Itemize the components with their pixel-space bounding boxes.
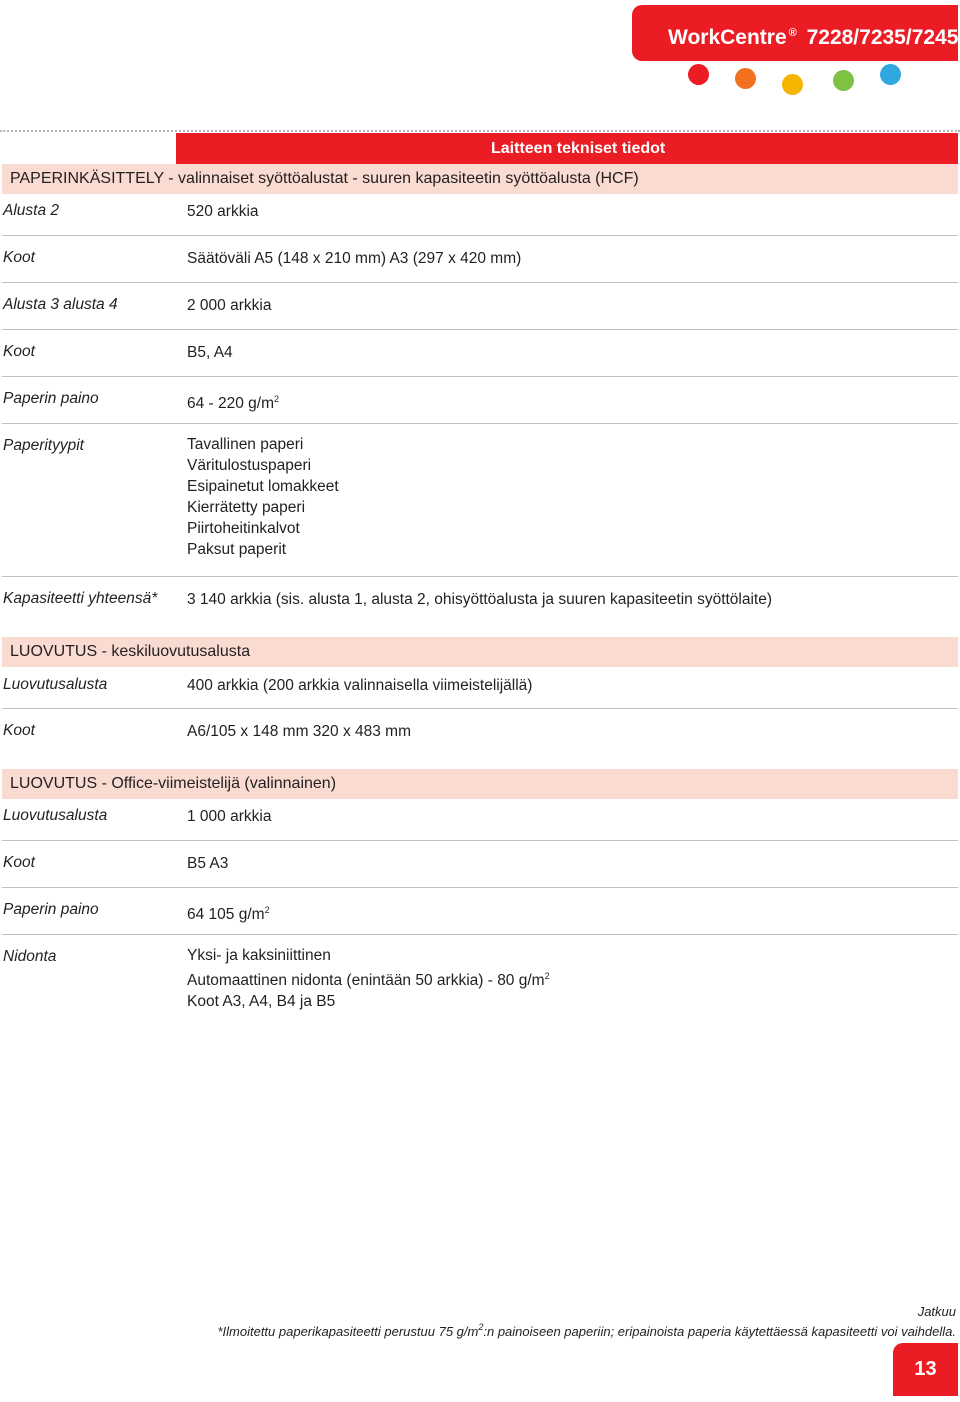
row-divider [2,376,958,377]
value-finisher-weight [187,900,270,925]
label-tray-3-4: Alusta 3 alusta 4 [3,296,118,313]
row-divider [2,235,958,236]
row-divider [2,840,958,841]
row-divider [2,934,958,935]
value-total-capacity: 3 140 arkkia (sis. alusta 1, alusta 2, ohisyöttöalusta ja suuren kapasiteetin syöttölaite) [187,591,773,608]
value-output-sizes: A6/105 x 148 mm 320 x 483 mm [187,723,412,740]
label-total-capacity: Kapasiteetti yhteensä* [3,590,158,607]
value-paper-weight [187,389,279,414]
section-tab: Laitteen tekniset tiedot [176,133,958,164]
value-tray-2: 520 arkkia [187,203,259,220]
value-paper-types [187,434,339,560]
red-dot [688,64,709,85]
paper-type: Piirtoheitinkalvot [187,520,300,537]
office-finisher-heading: LUOVUTUS - Office-viimeistelijä (valinnainen) [2,769,958,799]
row-divider [2,329,958,330]
brand-name: WorkCentre [668,26,787,49]
color-dots [0,62,960,98]
value-sizes-hcf: B5, A4 [187,344,233,361]
paper-handling-heading: PAPERINKÄSITTELY - valinnaiset syöttöalustat - suuren kapasiteetin syöttöalusta (HCF) [2,164,958,194]
page-number: 13 [893,1343,958,1396]
model-numbers: 7228/7235/7245 [806,26,959,49]
label-stapling: Nidonta [3,948,57,965]
green-dot [833,70,854,91]
row-divider [2,708,958,709]
blue-dot [880,64,901,85]
value-finisher-tray: 1 000 arkkia [187,808,272,825]
dotted-divider [0,130,960,132]
paper-type: Väritulostuspaperi [187,457,312,474]
footnote-text-b: :n painoiseen paperiin; eripainoista paperia käytettäessä kapasiteetti voi vaihdella. [483,1324,956,1339]
brand-banner [632,5,958,61]
label-sizes-hcf: Koot [3,343,35,360]
label-paper-weight: Paperin paino [3,390,99,407]
paper-type: Tavallinen paperi [187,436,304,453]
capacity-footnote [217,1322,956,1339]
label-tray-2: Alusta 2 [3,202,60,219]
stapling-line [187,966,550,991]
orange-dot [735,68,756,89]
value-finisher-sizes: B5 A3 [187,855,229,872]
label-paper-types: Paperityypit [3,437,84,454]
output-center-heading: LUOVUTUS - keskiluovutusalusta [2,637,958,667]
label-sizes: Koot [3,249,35,266]
yellow-dot [782,74,803,95]
row-divider [2,282,958,283]
value-output-tray: 400 arkkia (200 arkkia valinnaisella viimeistelijällä) [187,677,533,694]
footnote-text-a: *Ilmoitettu paperikapasiteetti perustuu 75 g/m [217,1324,479,1339]
stapling-line: Koot A3, A4, B4 ja B5 [187,993,336,1010]
continued-note: Jatkuu [917,1304,956,1319]
label-output-sizes: Koot [3,722,35,739]
row-divider [2,887,958,888]
finisher-weight-text: 64 105 g/m [187,906,265,923]
label-finisher-weight: Paperin paino [3,901,99,918]
superscript: 2 [478,1322,484,1332]
superscript: 2 [274,394,280,404]
label-finisher-sizes: Koot [3,854,35,871]
row-divider [2,423,958,424]
paper-weight-text: 64 - 220 g/m [187,395,275,412]
stapling-line: Yksi- ja kaksiniittinen [187,947,331,964]
paper-type: Kierrätetty paperi [187,499,306,516]
label-output-tray: Luovutusalusta [3,676,108,693]
value-tray-3-4: 2 000 arkkia [187,297,272,314]
value-stapling [187,945,550,1012]
stapling-auto-text: Automaattinen nidonta (enintään 50 arkkia) - 80 g/m [187,972,545,989]
superscript: 2 [264,905,270,915]
label-finisher-tray: Luovutusalusta [3,807,108,824]
registered-mark: ® [788,27,797,39]
paper-type: Esipainetut lomakkeet [187,478,339,495]
row-divider [2,576,958,577]
value-sizes: Säätöväli A5 (148 x 210 mm) A3 (297 x 420 mm) [187,250,522,267]
paper-type: Paksut paperit [187,541,287,558]
superscript: 2 [544,971,550,981]
